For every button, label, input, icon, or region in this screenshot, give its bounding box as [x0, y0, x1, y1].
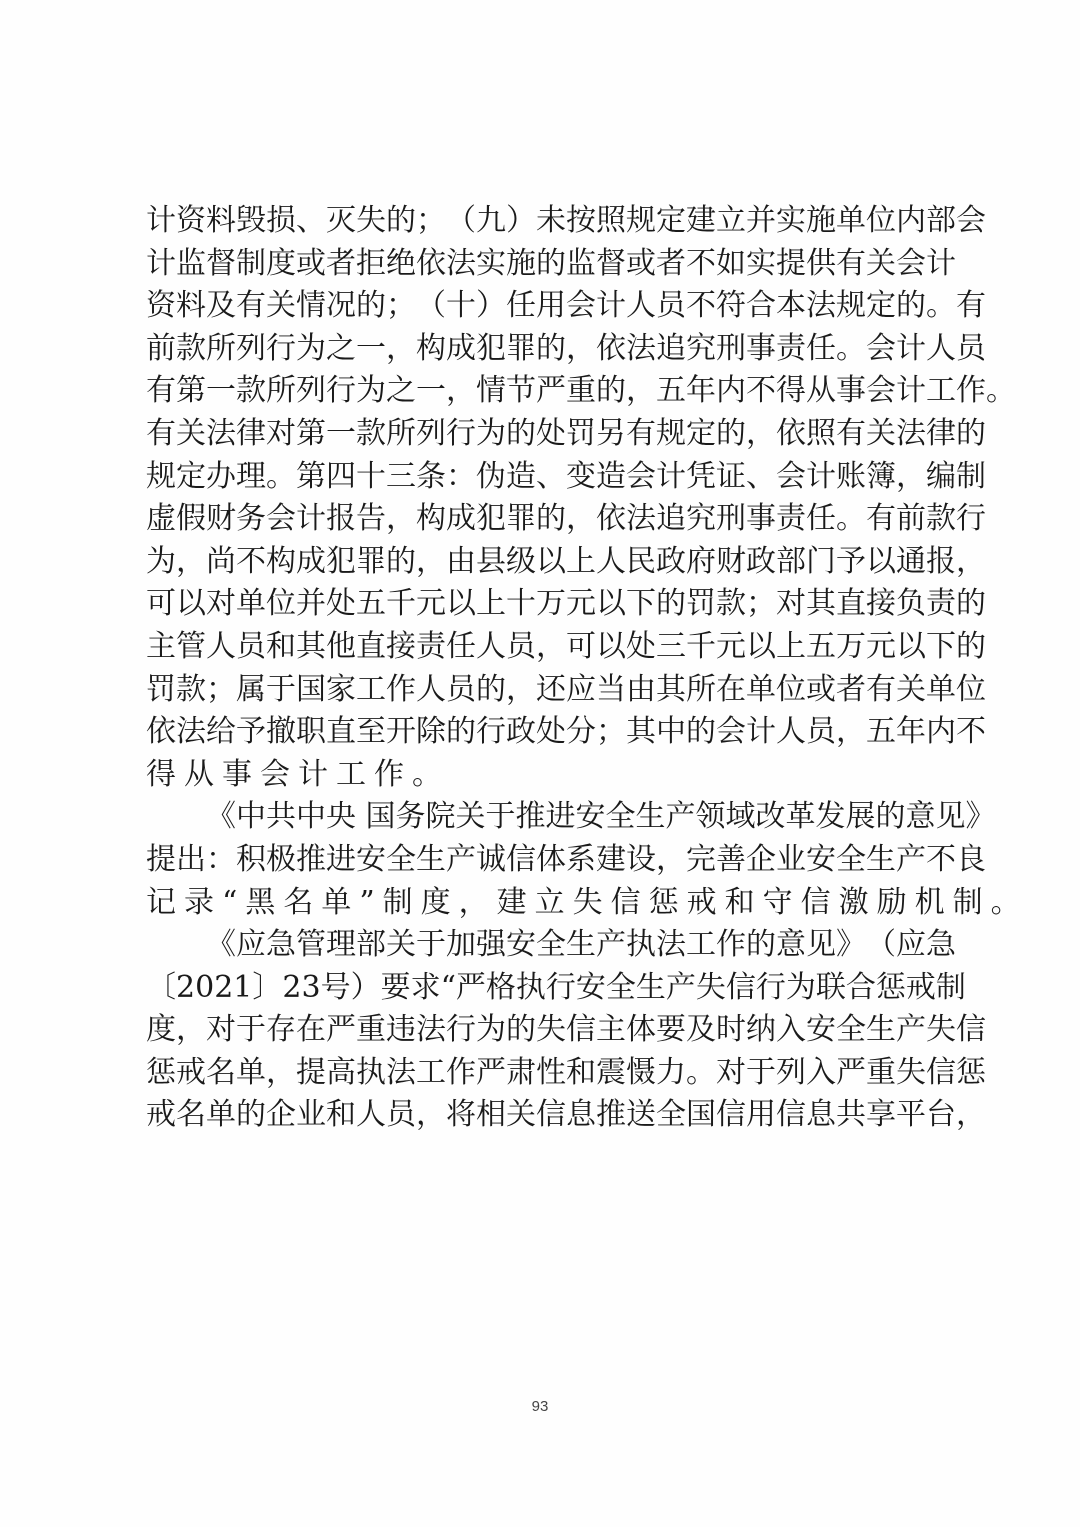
text-line: 记录“黑名单”制度，建立失信惩戒和守信激励机制。	[146, 884, 1029, 920]
text-line: 〔 2 0 2 1 〕 2 3 号 ） 要 求 “ 严 格 执 行 安 全 生 产 失 信 行 为 联 合 惩 戒 制	[146, 969, 966, 1005]
text-line: 得从事会计工作。	[146, 756, 450, 792]
text-line: 规 定 办 理 。 第 四 十 三 条 ： 伪 造 、 变 造 会 计 凭 证 、 会 计 账 簿 ， 编 制	[146, 458, 986, 494]
body-text	[146, 200, 1029, 1137]
text-line: 前 款 所 列 行 为 之 一 ， 构 成 犯 罪 的 ， 依 法 追 究 刑 事 责 任 。 会 计 人 员	[146, 330, 986, 366]
paragraph-start-line: 《 中 共 中 央 国 务 院 关 于 推 进 安 全 生 产 领 域 改 革 发 展 的 意 见 》	[206, 799, 996, 835]
paragraph-start-line: 《 应 急 管 理 部 关 于 加 强 安 全 生 产 执 法 工 作 的 意 见 》 （ 应 急	[206, 927, 956, 963]
text-line: 有 关 法 律 对 第 一 款 所 列 行 为 的 处 罚 另 有 规 定 的 ， 依 照 有 关 法 律 的	[146, 415, 986, 451]
text-line: 为 ， 尚 不 构 成 犯 罪 的 ， 由 县 级 以 上 人 民 政 府 财 政 部 门 予 以 通 报 ，	[146, 543, 986, 579]
text-line: 虚 假 财 务 会 计 报 告 ， 构 成 犯 罪 的 ， 依 法 追 究 刑 事 责 任 。 有 前 款 行	[146, 501, 986, 537]
text-line: 可 以 对 单 位 并 处 五 千 元 以 上 十 万 元 以 下 的 罚 款 ； 对 其 直 接 负 责 的	[146, 586, 986, 622]
text-line: 戒 名 单 的 企 业 和 人 员 ， 将 相 关 信 息 推 送 全 国 信 用 信 息 共 享 平 台 ，	[146, 1097, 986, 1133]
text-line: 惩 戒 名 单 ， 提 高 执 法 工 作 严 肃 性 和 震 慑 力 。 对 于 列 入 严 重 失 信 惩	[146, 1054, 986, 1090]
page-number: 93	[531, 1398, 549, 1415]
text-line: 计 监 督 制 度 或 者 拒 绝 依 法 实 施 的 监 督 或 者 不 如 实 提 供 有 关 会 计	[146, 245, 956, 281]
text-line: 主 管 人 员 和 其 他 直 接 责 任 人 员 ， 可 以 处 三 千 元 以 上 五 万 元 以 下 的	[146, 628, 986, 664]
text-line: 度 ， 对 于 存 在 严 重 违 法 行 为 的 失 信 主 体 要 及 时 纳 入 安 全 生 产 失 信	[146, 1012, 986, 1048]
text-line: 提 出 ： 积 极 推 进 安 全 生 产 诚 信 体 系 建 设 ， 完 善 企 业 安 全 生 产 不 良	[146, 841, 986, 877]
text-line: 资 料 及 有 关 情 况 的 ； （ 十 ） 任 用 会 计 人 员 不 符 合 本 法 规 定 的 。 有	[146, 288, 986, 324]
text-line: 依 法 给 予 撤 职 直 至 开 除 的 行 政 处 分 ； 其 中 的 会 计 人 员 ， 五 年 内 不	[146, 714, 986, 750]
text-line: 计 资 料 毁 损 、 灭 失 的 ； （ 九 ） 未 按 照 规 定 建 立 并 实 施 单 位 内 部 会	[146, 203, 986, 238]
text-line: 罚 款 ； 属 于 国 家 工 作 人 员 的 ， 还 应 当 由 其 所 在 单 位 或 者 有 关 单 位	[146, 671, 986, 707]
text-line: 有 第 一 款 所 列 行 为 之 一 ， 情 节 严 重 的 ， 五 年 内 不 得 从 事 会 计 工 作 。	[146, 373, 1016, 409]
